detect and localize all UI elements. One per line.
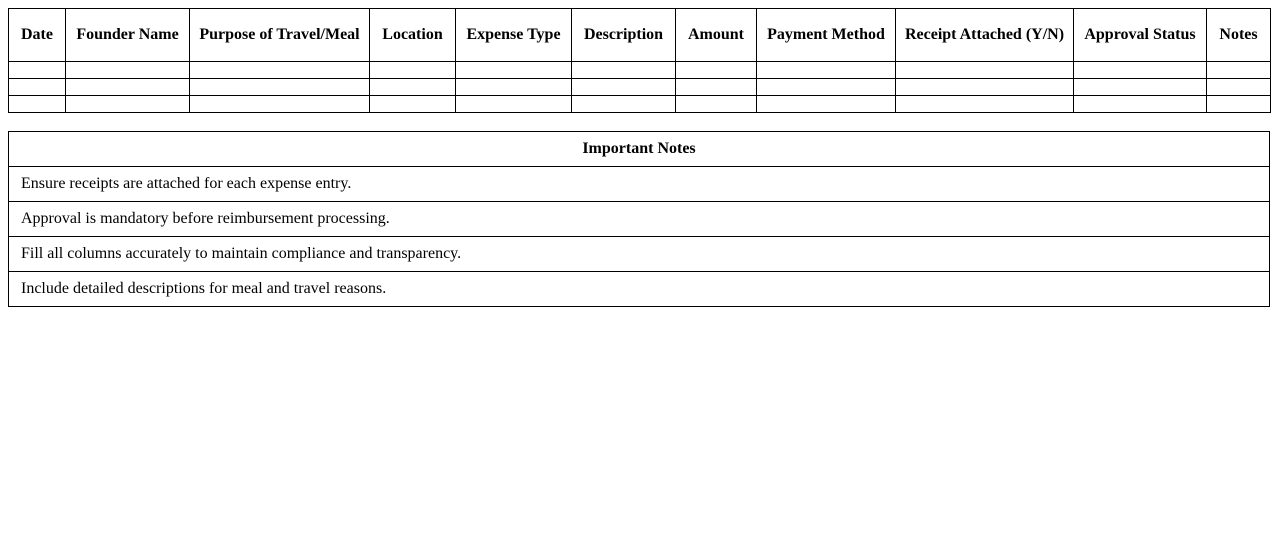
table-cell[interactable] [1207,79,1271,96]
table-cell[interactable] [9,96,66,113]
table-cell[interactable] [1207,96,1271,113]
table-cell[interactable] [190,96,370,113]
table-cell[interactable] [9,62,66,79]
note-text: Approval is mandatory before reimbursement processing. [9,202,1270,237]
column-header-receipt-attached: Receipt Attached (Y/N) [896,9,1074,62]
table-cell[interactable] [370,96,456,113]
list-item [9,237,1270,272]
column-header-founder-name: Founder Name [66,9,190,62]
notes-title: Important Notes [9,132,1270,167]
column-header-approval-status: Approval Status [1074,9,1207,62]
table-cell[interactable] [572,79,676,96]
table-cell[interactable] [676,79,757,96]
table-cell[interactable] [456,96,572,113]
table-row [9,96,1271,113]
important-notes-table [8,131,1270,307]
table-cell[interactable] [896,96,1074,113]
list-item [9,167,1270,202]
table-row [9,62,1271,79]
table-cell[interactable] [757,96,896,113]
table-cell[interactable] [676,62,757,79]
table-cell[interactable] [66,62,190,79]
table-cell[interactable] [1207,62,1271,79]
table-cell[interactable] [896,79,1074,96]
expense-table-header [9,9,1271,62]
header-row [9,9,1271,62]
table-cell[interactable] [370,79,456,96]
table-cell[interactable] [572,62,676,79]
table-cell[interactable] [1074,79,1207,96]
notes-body [9,167,1270,307]
column-header-description: Description [572,9,676,62]
table-cell[interactable] [572,96,676,113]
table-cell[interactable] [66,79,190,96]
table-cell[interactable] [9,79,66,96]
column-header-purpose: Purpose of Travel/Meal [190,9,370,62]
note-text: Fill all columns accurately to maintain compliance and transparency. [9,237,1270,272]
list-item [9,202,1270,237]
table-cell[interactable] [1074,62,1207,79]
table-cell[interactable] [676,96,757,113]
column-header-payment-method: Payment Method [757,9,896,62]
table-cell[interactable] [757,62,896,79]
table-cell[interactable] [190,79,370,96]
table-cell[interactable] [66,96,190,113]
note-text: Include detailed descriptions for meal and travel reasons. [9,272,1270,307]
table-row [9,79,1271,96]
page-content [8,8,1270,307]
table-cell[interactable] [757,79,896,96]
expense-table-body [9,62,1271,113]
column-header-location: Location [370,9,456,62]
column-header-date: Date [9,9,66,62]
table-cell[interactable] [896,62,1074,79]
table-cell[interactable] [456,79,572,96]
column-header-amount: Amount [676,9,757,62]
table-cell[interactable] [1074,96,1207,113]
column-header-expense-type: Expense Type [456,9,572,62]
table-cell[interactable] [456,62,572,79]
expense-table [8,8,1271,113]
list-item [9,272,1270,307]
notes-header [9,132,1270,167]
table-cell[interactable] [370,62,456,79]
notes-header-row [9,132,1270,167]
column-header-notes: Notes [1207,9,1271,62]
table-cell[interactable] [190,62,370,79]
note-text: Ensure receipts are attached for each expense entry. [9,167,1270,202]
